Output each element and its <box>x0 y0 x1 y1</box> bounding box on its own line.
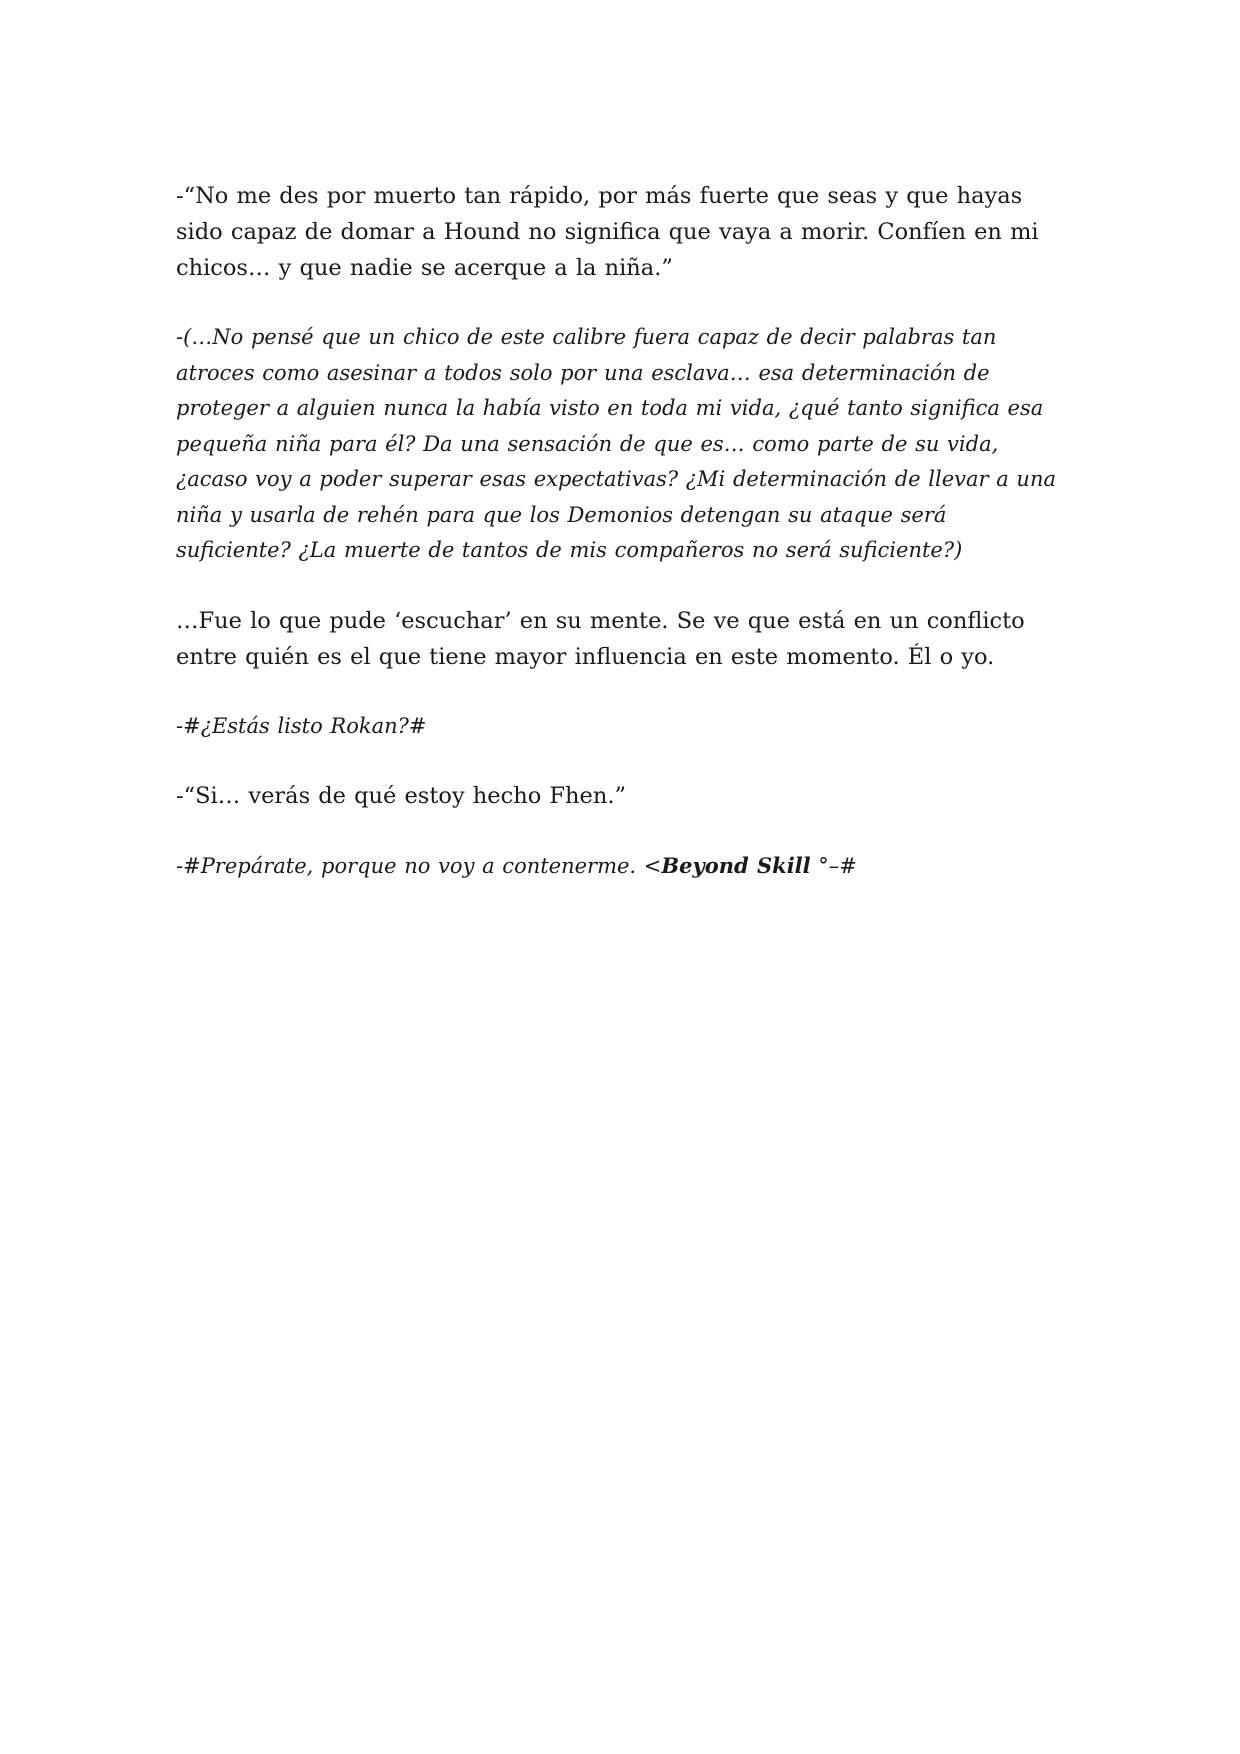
telepathy-text-after: °–# <box>810 854 857 878</box>
telepathy-text-before: -#Prepárate, porque no voy a contenerme. < <box>176 854 662 878</box>
paragraph-dialogue-2: -“Si… verás de qué estoy hecho Fhen.” <box>176 783 626 809</box>
paragraph-telepathy-2 <box>176 848 1066 885</box>
document-body <box>176 178 1066 919</box>
paragraph-telepathy-1: -#¿Estás listo Rokan?# <box>176 713 427 738</box>
paragraph-thought: -(…No pensé que un chico de este calibre fuera capaz de decir palabras tan atroces como asesinar a todos solo por una esclava… esa determinación de proteger a alguien nunca la había visto en toda mi vida, ¿qué tanto significa esa pequeña niña para él? Da una sensación de que es… como parte de su vida, ¿acaso voy a poder superar esas expectativas? ¿Mi determinación de llevar a una niña y usarla de rehén para que los Demonios detengan su ataque será suficiente? ¿La muerte de tantos de mis compañeros no será suficiente?) <box>176 325 1056 562</box>
paragraph-dialogue-1: -“No me des por muerto tan rápido, por más fuerte que seas y que hayas sido capaz de domar a Hound no significa que vaya a morir. Confíen en mi chicos… y que nadie se acerque a la niña.” <box>176 183 1039 281</box>
skill-name: Beyond Skill <box>661 853 811 878</box>
paragraph-narration: …Fue lo que pude ‘escuchar’ en su mente. Se ve que está en un conflicto entre quién es el que tiene mayor influencia en este momento. Él o yo. <box>176 607 1025 670</box>
